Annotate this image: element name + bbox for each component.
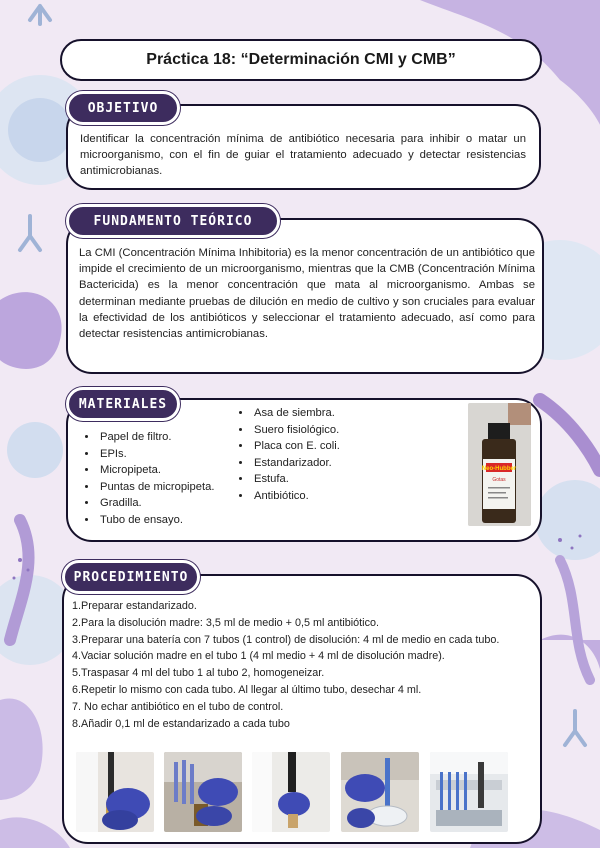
materiales-list-left	[82, 429, 214, 528]
list-item: • Placa con E. coli.	[252, 438, 340, 455]
materiales-list-right	[236, 405, 340, 504]
list-item: • Asa de siembra.	[252, 405, 340, 422]
list-item: • Puntas de micropipeta.	[98, 479, 214, 496]
step-item: 4.Vaciar solución madre en el tubo 1 (4 ml medio + 4 ml de disolución madre).	[72, 650, 445, 663]
lab-photo-1	[76, 752, 154, 832]
page-title: Práctica 18: “Determinación CMI y CMB”	[146, 51, 456, 68]
step-item: 6.Repetir lo mismo con cada tubo. Al llegar al último tubo, desechar 4 ml.	[72, 683, 422, 696]
list-item: • Micropipeta.	[98, 462, 214, 479]
step-item: 1.Preparar estandarizado.	[72, 600, 197, 612]
step-item: 7. No echar antibiótico en el tubo de control.	[72, 700, 284, 713]
lab-photo-5	[430, 752, 508, 832]
procedimiento-heading: PROCEDIMIENTO	[62, 560, 200, 594]
list-item: • EPIs.	[98, 446, 214, 463]
list-item: • Gradilla.	[98, 495, 214, 512]
lab-photo-4	[341, 752, 419, 832]
list-item: • Tubo de ensayo.	[98, 512, 214, 529]
fundamento-heading: FUNDAMENTO TEÓRICO	[66, 204, 280, 238]
step-item: 2.Para la disolución madre: 3,5 ml de medio + 0,5 ml antibiótico.	[72, 616, 379, 629]
step-item: 3.Preparar una batería con 7 tubos (1 control) de disolución: 4 ml de medio en cada tubo.	[72, 633, 500, 646]
step-item: 5.Traspasar 4 ml del tubo 1 al tubo 2, homogeneizar.	[72, 667, 325, 680]
list-item: • Estandarizador.	[252, 455, 340, 472]
fundamento-text: La CMI (Concentración Mínima Inhibitoria) es la menor concentración de un antibiótico que impide el crecimiento de un microorganismo, mientras que la CMB (Concentración Mínima Bactericida) es la menor concentración que mata al microorganismo. Ambas se determinan mediante pruebas de dilución en medio de cultivo y son cruciales para evaluar la efectividad de los antibióticos y seleccionar el tratamiento adecuado, así como para detectar resistencias antimicrobianas.	[79, 247, 535, 341]
list-item: • Antibiótico.	[252, 488, 340, 505]
list-item: • Suero fisiológico.	[252, 422, 340, 439]
lab-photo-2	[164, 752, 242, 832]
title-card	[60, 39, 542, 81]
step-item: 8.Añadir 0,1 ml de estandarizado a cada tubo	[72, 717, 290, 730]
antibiotic-bottle-photo	[468, 403, 531, 526]
objetivo-text: Identificar la concentración mínima de antibiótico necesaria para inhibir o matar un microorganismo, con el fin de guiar el tratamiento adecuado y detectar resistencias antimicrobianas.	[80, 133, 526, 178]
lab-photo-3	[252, 752, 330, 832]
list-item: • Estufa.	[252, 471, 340, 488]
bottle-brand-text: Neo-Hubber	[481, 466, 517, 472]
list-item: • Papel de filtro.	[98, 429, 214, 446]
procedimiento-steps	[72, 598, 502, 732]
materiales-heading: MATERIALES	[66, 387, 180, 421]
objetivo-heading: OBJETIVO	[66, 91, 180, 125]
bottle-subtitle-text: Gotas	[492, 477, 506, 483]
